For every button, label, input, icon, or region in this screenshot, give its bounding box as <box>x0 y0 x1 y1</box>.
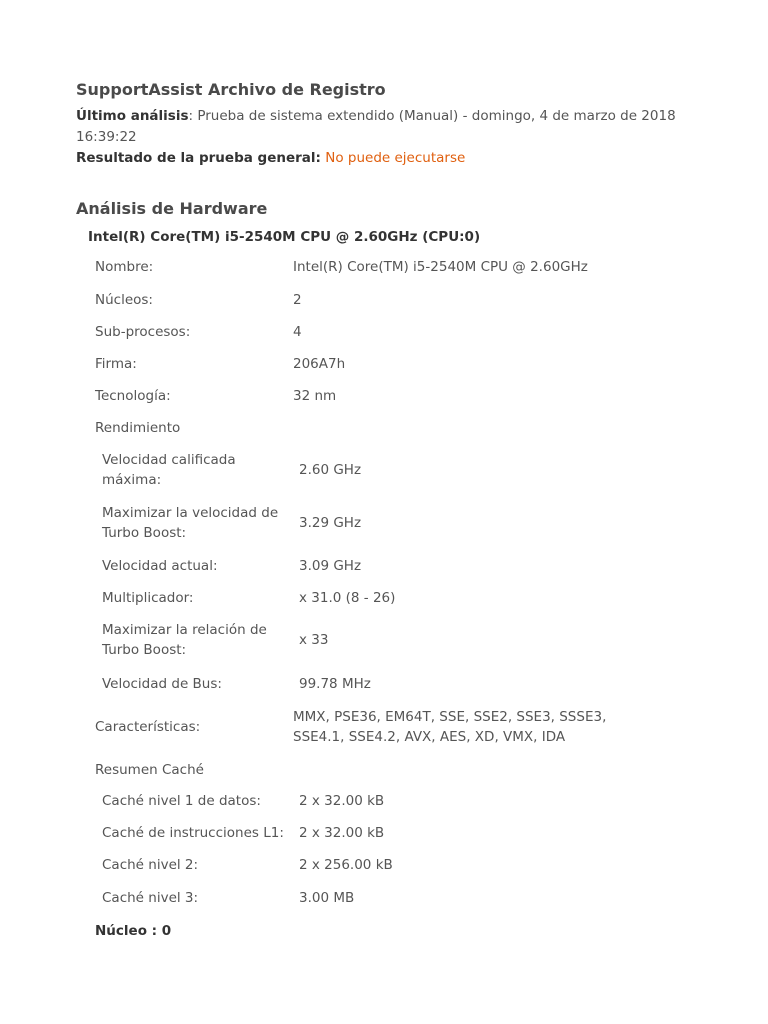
row-label: Velocidad actual: <box>102 558 218 574</box>
row-label: Maximizar la velocidad de Turbo Boost: <box>102 505 279 541</box>
report-title: SupportAssist Archivo de Registro <box>76 80 386 99</box>
row-label: Firma: <box>95 356 137 372</box>
row-value: 4 <box>293 324 302 340</box>
row-value: MMX, PSE36, EM64T, SSE, SSE2, SSE3, SSSE3, SSE4.1, SSE4.2, AVX, AES, XD, VMX, IDA <box>293 709 607 745</box>
last-scan-line <box>76 106 696 148</box>
row-label: Caché nivel 3: <box>102 890 199 906</box>
row-value: 2 <box>293 292 302 308</box>
device-title: Intel(R) Core(TM) i5-2540M CPU @ 2.60GHz (CPU:0) <box>88 229 481 245</box>
row-value: 3.09 GHz <box>299 558 362 574</box>
row-value: 32 nm <box>293 388 337 404</box>
overall-result-line <box>76 148 696 169</box>
row-value: Intel(R) Core(TM) i5-2540M CPU @ 2.60GHz <box>293 259 588 275</box>
row-label: Caché de instrucciones L1: <box>102 825 284 841</box>
row-value: 2 x 32.00 kB <box>299 793 385 809</box>
row-label: Velocidad de Bus: <box>102 676 222 692</box>
overall-result-value: No puede ejecutarse <box>325 150 466 166</box>
row-label: Caché nivel 1 de datos: <box>102 793 261 809</box>
row-label: Velocidad calificada máxima: <box>102 452 236 488</box>
row-label: Maximizar la relación de Turbo Boost: <box>102 622 267 658</box>
core-title-label: Núcleo : 0 <box>95 923 172 939</box>
row-label: Nombre: <box>95 259 154 275</box>
row-value: 2.60 GHz <box>299 462 362 478</box>
row-label: Características: <box>95 719 201 735</box>
last-scan-value: : Prueba de sistema extendido (Manual) - domingo, 4 de marzo de 2018 16:39:22 <box>76 108 676 145</box>
last-scan-label: Último análisis <box>76 108 189 124</box>
row-value: 206A7h <box>293 356 346 372</box>
rendimiento-heading-label: Rendimiento <box>95 420 181 436</box>
row-value: x 31.0 (8 - 26) <box>299 590 396 606</box>
row-label: Caché nivel 2: <box>102 857 199 873</box>
report-document <box>76 78 696 247</box>
row-label: Núcleos: <box>95 292 153 308</box>
row-value: 2 x 32.00 kB <box>299 825 385 841</box>
row-value: 3.00 MB <box>299 890 355 906</box>
row-value: 3.29 GHz <box>299 515 362 531</box>
row-value: 99.78 MHz <box>299 676 371 692</box>
row-value: 2 x 256.00 kB <box>299 857 393 873</box>
row-label: Tecnología: <box>95 388 171 404</box>
row-value: x 33 <box>299 632 329 648</box>
row-label: Multiplicador: <box>102 590 194 606</box>
overall-result-label: Resultado de la prueba general: <box>76 150 321 166</box>
cache-heading-label: Resumen Caché <box>95 762 204 778</box>
hardware-section-title: Análisis de Hardware <box>76 199 268 218</box>
row-label: Sub-procesos: <box>95 324 191 340</box>
